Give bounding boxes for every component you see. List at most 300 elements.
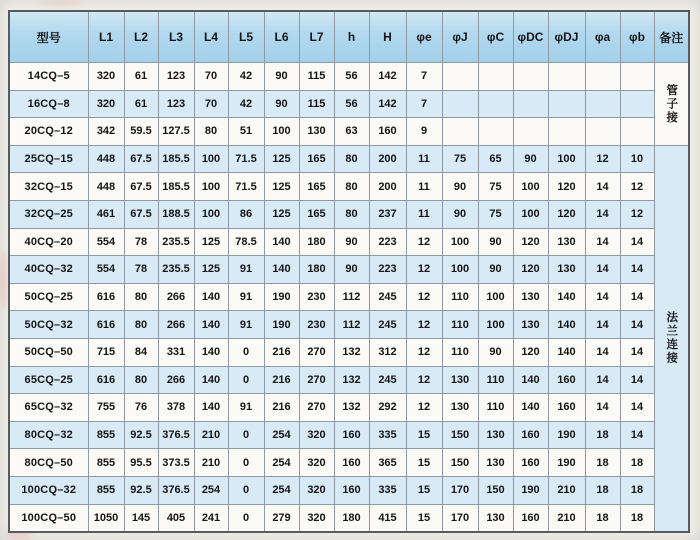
value-cell: 855 bbox=[88, 449, 124, 477]
value-cell: 100 bbox=[194, 200, 228, 228]
value-cell: 140 bbox=[264, 228, 299, 256]
value-cell bbox=[585, 90, 620, 118]
spec-table-container bbox=[8, 10, 690, 533]
value-cell: 160 bbox=[334, 476, 369, 504]
value-cell: 180 bbox=[299, 256, 334, 284]
column-header-10: φe bbox=[406, 11, 442, 63]
value-cell: 100 bbox=[548, 145, 585, 173]
value-cell: 150 bbox=[478, 476, 513, 504]
value-cell: 190 bbox=[264, 283, 299, 311]
value-cell: 92.5 bbox=[124, 476, 158, 504]
table-row bbox=[9, 256, 689, 284]
value-cell: 18 bbox=[585, 421, 620, 449]
model-cell: 20CQ–12 bbox=[9, 118, 88, 146]
value-cell: 123 bbox=[158, 63, 194, 91]
table-row bbox=[9, 145, 689, 173]
value-cell: 75 bbox=[478, 173, 513, 201]
value-cell: 140 bbox=[548, 283, 585, 311]
value-cell: 42 bbox=[228, 90, 264, 118]
value-cell: 223 bbox=[369, 228, 406, 256]
value-cell: 616 bbox=[88, 366, 124, 394]
model-cell: 65CQ–32 bbox=[9, 394, 88, 422]
value-cell: 115 bbox=[299, 63, 334, 91]
value-cell: 0 bbox=[228, 421, 264, 449]
value-cell: 80 bbox=[124, 366, 158, 394]
value-cell: 51 bbox=[228, 118, 264, 146]
value-cell: 95.5 bbox=[124, 449, 158, 477]
value-cell: 120 bbox=[513, 256, 548, 284]
value-cell: 254 bbox=[194, 476, 228, 504]
column-header-12: φC bbox=[478, 11, 513, 63]
value-cell: 160 bbox=[548, 394, 585, 422]
column-header-11: φJ bbox=[442, 11, 478, 63]
value-cell: 554 bbox=[88, 256, 124, 284]
value-cell: 14 bbox=[585, 311, 620, 339]
value-cell: 320 bbox=[88, 90, 124, 118]
value-cell: 14 bbox=[620, 311, 654, 339]
value-cell: 320 bbox=[299, 449, 334, 477]
column-header-1: L1 bbox=[88, 11, 124, 63]
value-cell: 241 bbox=[194, 504, 228, 532]
value-cell: 14 bbox=[585, 228, 620, 256]
value-cell: 18 bbox=[585, 476, 620, 504]
value-cell: 112 bbox=[334, 311, 369, 339]
value-cell: 200 bbox=[369, 173, 406, 201]
value-cell: 12 bbox=[585, 145, 620, 173]
column-header-6: L6 bbox=[264, 11, 299, 63]
value-cell bbox=[478, 63, 513, 91]
value-cell: 0 bbox=[228, 366, 264, 394]
column-header-17: 备注 bbox=[654, 11, 689, 63]
value-cell: 320 bbox=[299, 504, 334, 532]
value-cell bbox=[478, 90, 513, 118]
value-cell: 0 bbox=[228, 449, 264, 477]
value-cell: 92.5 bbox=[124, 421, 158, 449]
value-cell bbox=[548, 90, 585, 118]
value-cell: 100 bbox=[442, 228, 478, 256]
value-cell: 67.5 bbox=[124, 145, 158, 173]
value-cell: 91 bbox=[228, 311, 264, 339]
value-cell: 160 bbox=[334, 421, 369, 449]
value-cell: 12 bbox=[406, 256, 442, 284]
value-cell: 448 bbox=[88, 145, 124, 173]
value-cell: 245 bbox=[369, 283, 406, 311]
value-cell: 130 bbox=[478, 504, 513, 532]
value-cell: 65 bbox=[478, 145, 513, 173]
value-cell: 165 bbox=[299, 200, 334, 228]
value-cell: 14 bbox=[620, 228, 654, 256]
value-cell: 78 bbox=[124, 256, 158, 284]
value-cell bbox=[513, 63, 548, 91]
value-cell: 84 bbox=[124, 338, 158, 366]
value-cell: 190 bbox=[548, 449, 585, 477]
value-cell bbox=[513, 90, 548, 118]
value-cell: 140 bbox=[194, 366, 228, 394]
value-cell: 312 bbox=[369, 338, 406, 366]
value-cell: 70 bbox=[194, 90, 228, 118]
value-cell: 14 bbox=[585, 200, 620, 228]
model-cell: 25CQ–15 bbox=[9, 145, 88, 173]
value-cell: 120 bbox=[548, 200, 585, 228]
value-cell: 91 bbox=[228, 394, 264, 422]
value-cell: 110 bbox=[478, 366, 513, 394]
value-cell: 160 bbox=[513, 504, 548, 532]
value-cell: 67.5 bbox=[124, 200, 158, 228]
value-cell: 120 bbox=[513, 338, 548, 366]
scan-artifact bbox=[0, 250, 7, 310]
value-cell: 266 bbox=[158, 366, 194, 394]
value-cell: 115 bbox=[299, 90, 334, 118]
model-cell: 40CQ–32 bbox=[9, 256, 88, 284]
value-cell: 11 bbox=[406, 145, 442, 173]
value-cell: 90 bbox=[442, 173, 478, 201]
value-cell: 14 bbox=[620, 421, 654, 449]
value-cell: 80 bbox=[124, 311, 158, 339]
value-cell: 1050 bbox=[88, 504, 124, 532]
value-cell: 100 bbox=[194, 173, 228, 201]
scan-artifact bbox=[40, 0, 80, 6]
value-cell: 12 bbox=[620, 200, 654, 228]
table-row bbox=[9, 173, 689, 201]
value-cell: 230 bbox=[299, 311, 334, 339]
value-cell: 331 bbox=[158, 338, 194, 366]
value-cell: 210 bbox=[194, 449, 228, 477]
value-cell: 100 bbox=[513, 173, 548, 201]
value-cell: 130 bbox=[548, 256, 585, 284]
value-cell: 715 bbox=[88, 338, 124, 366]
value-cell: 71.5 bbox=[228, 173, 264, 201]
value-cell: 110 bbox=[478, 394, 513, 422]
model-cell: 50CQ–25 bbox=[9, 283, 88, 311]
column-header-5: L5 bbox=[228, 11, 264, 63]
value-cell: 132 bbox=[334, 366, 369, 394]
table-row bbox=[9, 118, 689, 146]
column-header-9: H bbox=[369, 11, 406, 63]
value-cell: 61 bbox=[124, 63, 158, 91]
value-cell: 279 bbox=[264, 504, 299, 532]
value-cell: 112 bbox=[334, 283, 369, 311]
model-cell: 80CQ–32 bbox=[9, 421, 88, 449]
value-cell: 110 bbox=[442, 338, 478, 366]
value-cell: 140 bbox=[513, 394, 548, 422]
model-cell: 80CQ–50 bbox=[9, 449, 88, 477]
column-header-16: φb bbox=[620, 11, 654, 63]
value-cell: 245 bbox=[369, 311, 406, 339]
value-cell: 12 bbox=[620, 173, 654, 201]
value-cell: 11 bbox=[406, 173, 442, 201]
value-cell: 12 bbox=[406, 228, 442, 256]
value-cell: 0 bbox=[228, 504, 264, 532]
value-cell: 266 bbox=[158, 311, 194, 339]
value-cell: 11 bbox=[406, 200, 442, 228]
value-cell: 373.5 bbox=[158, 449, 194, 477]
value-cell: 320 bbox=[299, 421, 334, 449]
value-cell: 120 bbox=[513, 228, 548, 256]
value-cell: 125 bbox=[264, 145, 299, 173]
model-cell: 16CQ–8 bbox=[9, 90, 88, 118]
table-row bbox=[9, 90, 689, 118]
value-cell: 90 bbox=[264, 90, 299, 118]
value-cell: 190 bbox=[264, 311, 299, 339]
value-cell: 100 bbox=[194, 145, 228, 173]
value-cell: 61 bbox=[124, 90, 158, 118]
value-cell: 125 bbox=[264, 173, 299, 201]
value-cell: 185.5 bbox=[158, 145, 194, 173]
value-cell: 145 bbox=[124, 504, 158, 532]
value-cell: 554 bbox=[88, 228, 124, 256]
value-cell: 12 bbox=[406, 338, 442, 366]
column-header-0: 型号 bbox=[9, 11, 88, 63]
value-cell: 91 bbox=[228, 256, 264, 284]
value-cell: 14 bbox=[585, 338, 620, 366]
column-header-3: L3 bbox=[158, 11, 194, 63]
value-cell: 188.5 bbox=[158, 200, 194, 228]
value-cell: 223 bbox=[369, 256, 406, 284]
model-cell: 40CQ–20 bbox=[9, 228, 88, 256]
value-cell: 100 bbox=[478, 311, 513, 339]
value-cell: 335 bbox=[369, 421, 406, 449]
value-cell: 142 bbox=[369, 90, 406, 118]
value-cell: 376.5 bbox=[158, 476, 194, 504]
value-cell: 140 bbox=[513, 366, 548, 394]
value-cell: 235.5 bbox=[158, 256, 194, 284]
value-cell: 80 bbox=[334, 173, 369, 201]
value-cell: 376.5 bbox=[158, 421, 194, 449]
value-cell: 14 bbox=[585, 366, 620, 394]
value-cell: 210 bbox=[548, 476, 585, 504]
table-row bbox=[9, 504, 689, 532]
value-cell: 100 bbox=[513, 200, 548, 228]
value-cell: 14 bbox=[620, 256, 654, 284]
value-cell: 67.5 bbox=[124, 173, 158, 201]
value-cell: 130 bbox=[478, 421, 513, 449]
model-cell: 14CQ–5 bbox=[9, 63, 88, 91]
value-cell: 448 bbox=[88, 173, 124, 201]
value-cell: 245 bbox=[369, 366, 406, 394]
table-row bbox=[9, 63, 689, 91]
column-header-4: L4 bbox=[194, 11, 228, 63]
value-cell: 140 bbox=[194, 394, 228, 422]
value-cell: 80 bbox=[194, 118, 228, 146]
value-cell: 18 bbox=[620, 449, 654, 477]
table-row bbox=[9, 228, 689, 256]
value-cell: 63 bbox=[334, 118, 369, 146]
value-cell: 15 bbox=[406, 504, 442, 532]
value-cell: 342 bbox=[88, 118, 124, 146]
value-cell: 855 bbox=[88, 476, 124, 504]
value-cell: 56 bbox=[334, 90, 369, 118]
value-cell: 91 bbox=[228, 283, 264, 311]
value-cell: 365 bbox=[369, 449, 406, 477]
value-cell: 160 bbox=[548, 366, 585, 394]
value-cell: 76 bbox=[124, 394, 158, 422]
value-cell: 140 bbox=[194, 338, 228, 366]
value-cell: 0 bbox=[228, 338, 264, 366]
value-cell: 90 bbox=[334, 228, 369, 256]
value-cell: 125 bbox=[264, 200, 299, 228]
value-cell: 14 bbox=[585, 283, 620, 311]
value-cell: 180 bbox=[299, 228, 334, 256]
value-cell: 230 bbox=[299, 283, 334, 311]
value-cell: 254 bbox=[264, 449, 299, 477]
value-cell bbox=[442, 118, 478, 146]
value-cell: 150 bbox=[442, 449, 478, 477]
value-cell: 200 bbox=[369, 145, 406, 173]
table-body bbox=[9, 63, 689, 533]
model-cell: 50CQ–50 bbox=[9, 338, 88, 366]
value-cell: 132 bbox=[334, 338, 369, 366]
model-cell: 32CQ–15 bbox=[9, 173, 88, 201]
value-cell: 125 bbox=[194, 228, 228, 256]
value-cell: 90 bbox=[478, 228, 513, 256]
value-cell: 12 bbox=[406, 311, 442, 339]
value-cell: 86 bbox=[228, 200, 264, 228]
value-cell: 170 bbox=[442, 504, 478, 532]
value-cell: 130 bbox=[548, 228, 585, 256]
value-cell: 42 bbox=[228, 63, 264, 91]
value-cell: 130 bbox=[442, 394, 478, 422]
value-cell: 12 bbox=[406, 366, 442, 394]
value-cell: 132 bbox=[334, 394, 369, 422]
column-header-15: φa bbox=[585, 11, 620, 63]
value-cell: 142 bbox=[369, 63, 406, 91]
value-cell: 415 bbox=[369, 504, 406, 532]
column-header-7: L7 bbox=[299, 11, 334, 63]
value-cell bbox=[548, 118, 585, 146]
value-cell: 140 bbox=[194, 283, 228, 311]
value-cell: 461 bbox=[88, 200, 124, 228]
value-cell bbox=[620, 90, 654, 118]
column-header-2: L2 bbox=[124, 11, 158, 63]
value-cell: 237 bbox=[369, 200, 406, 228]
value-cell: 270 bbox=[299, 366, 334, 394]
table-row bbox=[9, 311, 689, 339]
value-cell: 80 bbox=[334, 200, 369, 228]
value-cell: 7 bbox=[406, 90, 442, 118]
value-cell: 7 bbox=[406, 63, 442, 91]
table-row bbox=[9, 394, 689, 422]
value-cell: 616 bbox=[88, 283, 124, 311]
value-cell: 165 bbox=[299, 145, 334, 173]
value-cell: 320 bbox=[88, 63, 124, 91]
table-row bbox=[9, 421, 689, 449]
value-cell: 90 bbox=[478, 338, 513, 366]
value-cell: 270 bbox=[299, 394, 334, 422]
value-cell: 270 bbox=[299, 338, 334, 366]
value-cell: 56 bbox=[334, 63, 369, 91]
value-cell: 12 bbox=[406, 394, 442, 422]
value-cell: 9 bbox=[406, 118, 442, 146]
value-cell: 15 bbox=[406, 449, 442, 477]
value-cell: 160 bbox=[513, 421, 548, 449]
value-cell: 18 bbox=[620, 476, 654, 504]
value-cell bbox=[620, 118, 654, 146]
value-cell: 14 bbox=[620, 338, 654, 366]
value-cell: 216 bbox=[264, 366, 299, 394]
value-cell: 0 bbox=[228, 476, 264, 504]
value-cell: 210 bbox=[548, 504, 585, 532]
value-cell: 110 bbox=[442, 283, 478, 311]
value-cell: 59.5 bbox=[124, 118, 158, 146]
value-cell: 216 bbox=[264, 394, 299, 422]
value-cell: 130 bbox=[513, 283, 548, 311]
value-cell bbox=[442, 90, 478, 118]
value-cell: 266 bbox=[158, 283, 194, 311]
value-cell: 14 bbox=[620, 283, 654, 311]
value-cell: 12 bbox=[406, 283, 442, 311]
value-cell: 160 bbox=[369, 118, 406, 146]
value-cell: 335 bbox=[369, 476, 406, 504]
value-cell: 14 bbox=[620, 394, 654, 422]
value-cell: 14 bbox=[585, 256, 620, 284]
value-cell: 378 bbox=[158, 394, 194, 422]
value-cell bbox=[548, 63, 585, 91]
value-cell: 190 bbox=[548, 421, 585, 449]
value-cell bbox=[442, 63, 478, 91]
value-cell: 18 bbox=[585, 504, 620, 532]
value-cell: 130 bbox=[442, 366, 478, 394]
value-cell: 100 bbox=[264, 118, 299, 146]
value-cell: 75 bbox=[478, 200, 513, 228]
value-cell: 185.5 bbox=[158, 173, 194, 201]
value-cell: 130 bbox=[513, 311, 548, 339]
table-row bbox=[9, 200, 689, 228]
value-cell: 165 bbox=[299, 173, 334, 201]
value-cell: 90 bbox=[478, 256, 513, 284]
value-cell: 216 bbox=[264, 338, 299, 366]
value-cell: 10 bbox=[620, 145, 654, 173]
table-row bbox=[9, 449, 689, 477]
value-cell: 170 bbox=[442, 476, 478, 504]
value-cell: 292 bbox=[369, 394, 406, 422]
value-cell: 78 bbox=[124, 228, 158, 256]
value-cell: 90 bbox=[334, 256, 369, 284]
value-cell bbox=[478, 118, 513, 146]
value-cell: 80 bbox=[124, 283, 158, 311]
value-cell: 100 bbox=[442, 256, 478, 284]
remark-cell: 法兰连接 bbox=[654, 145, 689, 532]
value-cell: 71.5 bbox=[228, 145, 264, 173]
value-cell: 14 bbox=[585, 394, 620, 422]
model-cell: 100CQ–50 bbox=[9, 504, 88, 532]
value-cell: 90 bbox=[264, 63, 299, 91]
model-cell: 50CQ–32 bbox=[9, 311, 88, 339]
value-cell: 140 bbox=[194, 311, 228, 339]
value-cell: 320 bbox=[299, 476, 334, 504]
value-cell: 120 bbox=[548, 173, 585, 201]
value-cell: 130 bbox=[299, 118, 334, 146]
value-cell: 235.5 bbox=[158, 228, 194, 256]
value-cell: 190 bbox=[513, 476, 548, 504]
value-cell: 855 bbox=[88, 421, 124, 449]
value-cell bbox=[620, 63, 654, 91]
table-row bbox=[9, 338, 689, 366]
value-cell: 123 bbox=[158, 90, 194, 118]
value-cell: 70 bbox=[194, 63, 228, 91]
value-cell: 254 bbox=[264, 476, 299, 504]
table-row bbox=[9, 366, 689, 394]
value-cell bbox=[585, 63, 620, 91]
column-header-13: φDC bbox=[513, 11, 548, 63]
value-cell: 254 bbox=[264, 421, 299, 449]
value-cell: 150 bbox=[442, 421, 478, 449]
value-cell: 130 bbox=[478, 449, 513, 477]
value-cell: 127.5 bbox=[158, 118, 194, 146]
model-cell: 65CQ–25 bbox=[9, 366, 88, 394]
value-cell: 100 bbox=[478, 283, 513, 311]
value-cell: 15 bbox=[406, 476, 442, 504]
value-cell: 755 bbox=[88, 394, 124, 422]
